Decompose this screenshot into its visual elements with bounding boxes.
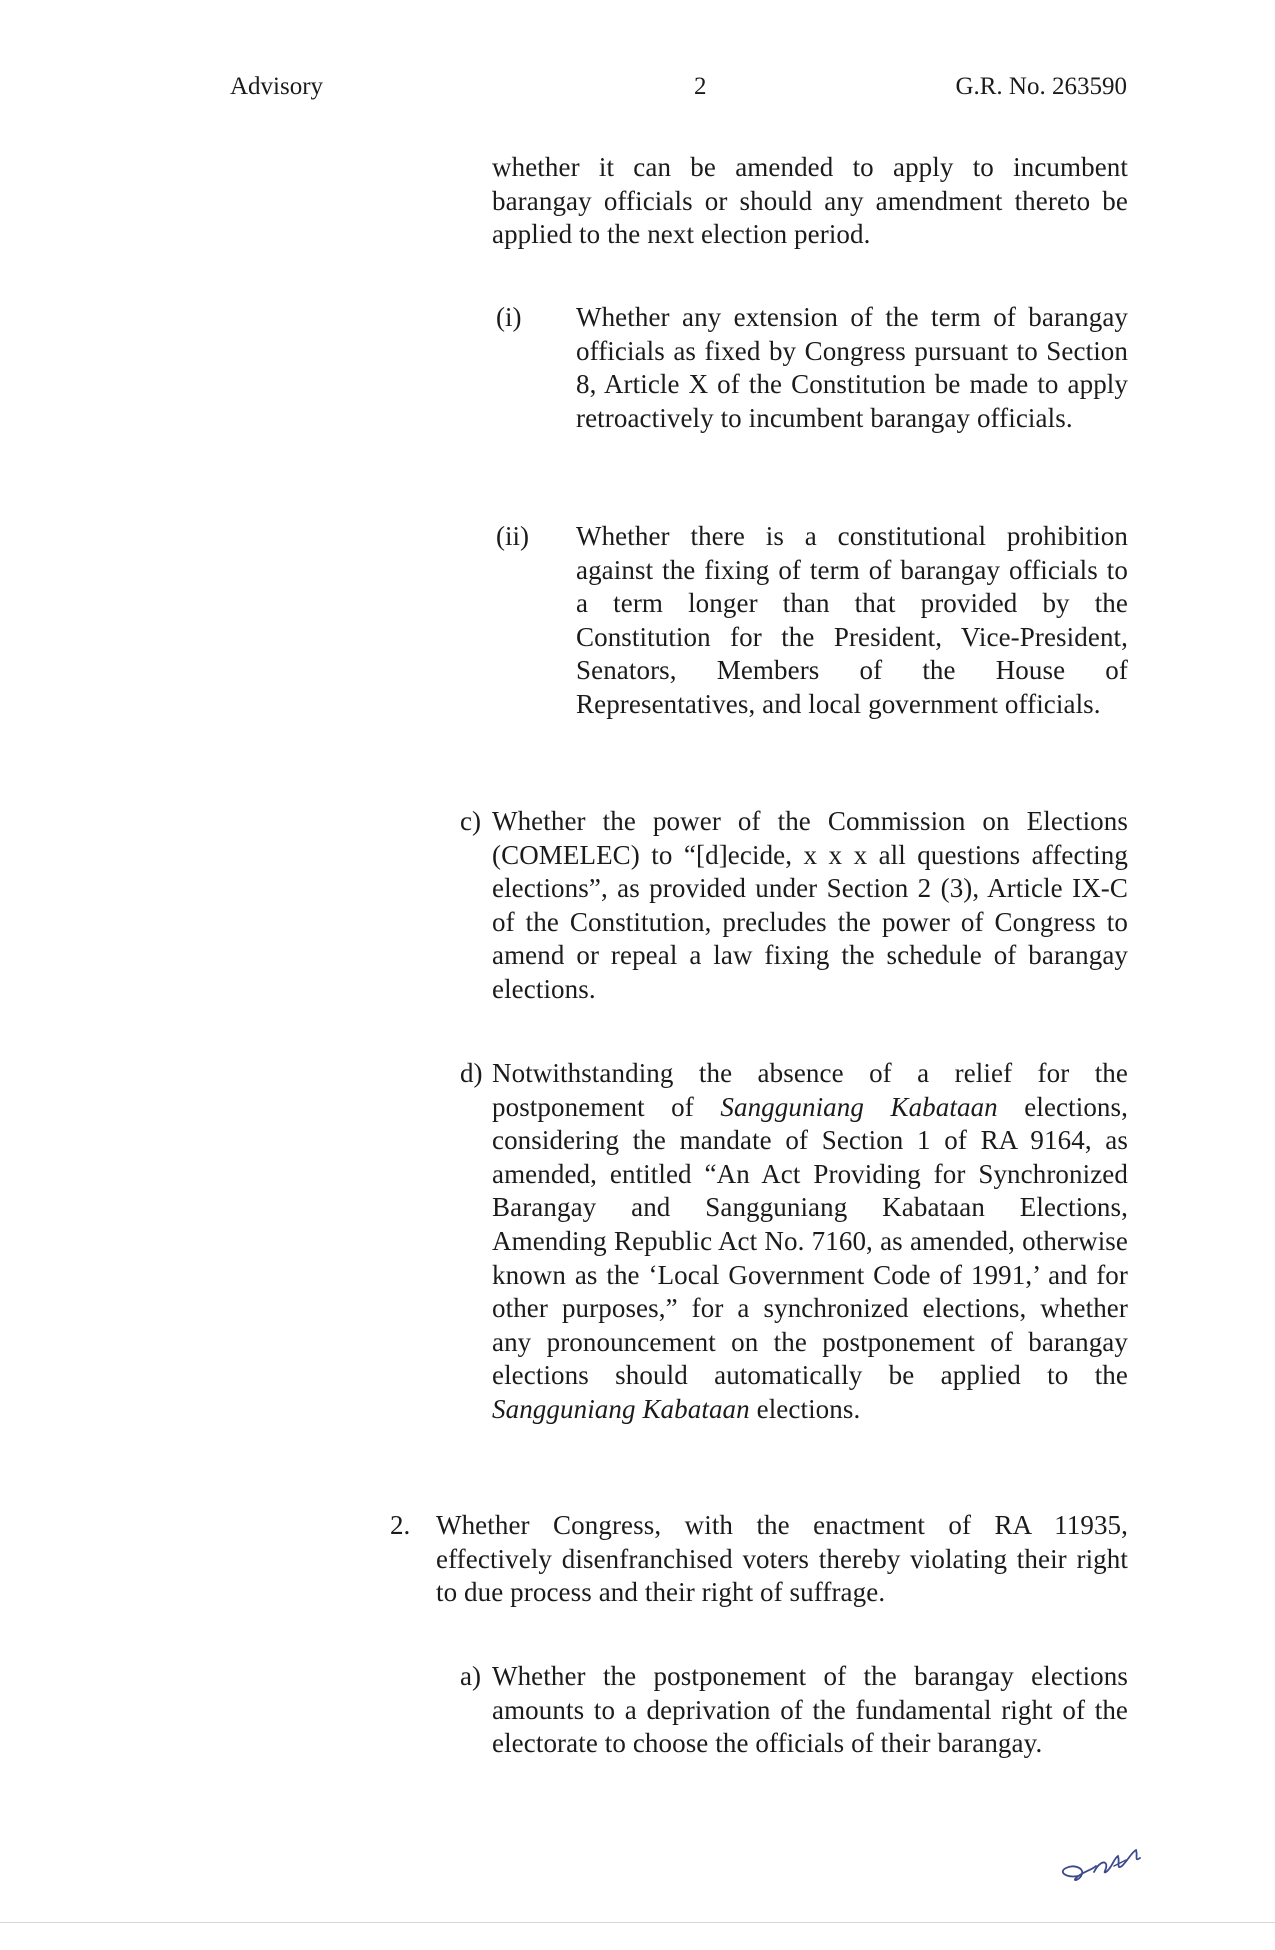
item-d-italic-2: Sangguniang Kabataan bbox=[492, 1393, 750, 1424]
item-d-text-3: elections. bbox=[749, 1393, 861, 1424]
page-bottom-rule bbox=[0, 1922, 1275, 1923]
item-d-text-2: elections, considering the mandate of Section 1 of RA 9164, as amended, entitled “An Act Providing for Synchronized Barangay and Sangguniang Kabataan Elections, Amending Republic Act No. 7160, as amended, otherwise known as the ‘Local Government Code of 1991,’ and for other purposes,” for a synchronized elections, whether any pronouncement on the postponement of barangay elections should automatically be applied to the bbox=[492, 1091, 1128, 1391]
item-c-label: c) bbox=[460, 806, 481, 836]
header-title: Advisory bbox=[230, 73, 324, 100]
item-2-text: Whether Congress, with the enactment of RA 11935, effectively disenfranchised voters thereby violating their right to due process and their right of suffrage. bbox=[436, 1510, 1128, 1608]
item-c-text: Whether the power of the Commission on Elections (COMELEC) to “[d]ecide, x x x all questions affecting elections”, as provided under Section 2 (3), Article IX-C of the Constitution, precludes the power of Congress to amend or repeal a law fixing the schedule of barangay elections. bbox=[492, 806, 1128, 1004]
continuation-paragraph: whether it can be amended to apply to incumbent barangay officials or should any amendment thereto be applied to the next election period. bbox=[492, 152, 1128, 250]
item-d-text bbox=[492, 1057, 1128, 1427]
item-a-label: a) bbox=[460, 1661, 481, 1691]
item-ii-text: Whether there is a constitutional prohibition against the fixing of term of barangay officials to a term longer than that provided by the Constitution for the President, Vice-President, Senators, Members of the House of Representatives, and local government officials. bbox=[576, 521, 1128, 719]
case-number: G.R. No. 263590 bbox=[955, 73, 1127, 100]
item-ii-label: (ii) bbox=[496, 521, 529, 551]
item-2-label: 2. bbox=[390, 1510, 411, 1540]
handwritten-initials-signature bbox=[1048, 1838, 1178, 1898]
page-number: 2 bbox=[694, 73, 707, 100]
item-d-label: d) bbox=[460, 1058, 483, 1088]
item-i-label: (i) bbox=[496, 302, 522, 332]
item-d-italic-1: Sangguniang Kabataan bbox=[720, 1091, 998, 1122]
item-a-text: Whether the postponement of the barangay elections amounts to a deprivation of the fundamental right of the electorate to choose the officials of their barangay. bbox=[492, 1661, 1128, 1759]
item-d-text-1: Notwithstanding the absence of a relief for the postponement of bbox=[492, 1058, 1128, 1122]
item-i-text: Whether any extension of the term of barangay officials as fixed by Congress pursuant to Section 8, Article X of the Constitution be made to apply retroactively to incumbent barangay officials. bbox=[576, 302, 1128, 433]
